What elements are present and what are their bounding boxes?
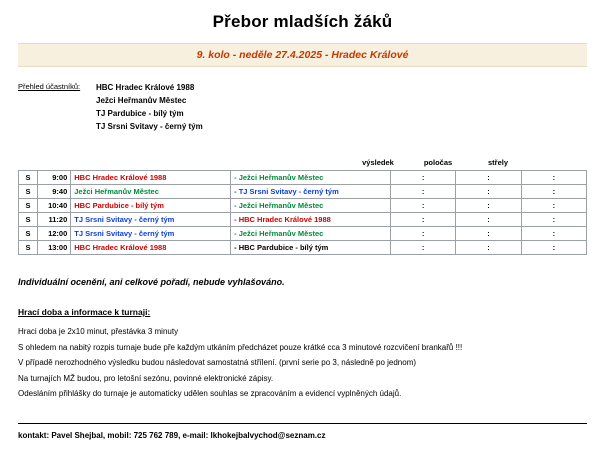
rules-line: Odesláním přihlášky do turnaje je automaticky udělen souhlas se zpracováním a evidencí vyplněných údajů. (18, 389, 402, 398)
cell-surface: S (19, 241, 38, 255)
rules-section (18, 307, 587, 402)
cell-shots: : (521, 199, 586, 213)
cell-result: : (390, 199, 455, 213)
participant-item: TJ Srsni Svitavy - černý tým (96, 122, 203, 131)
rules-title: Hrací doba a informace k turnaji: (18, 307, 151, 317)
rules-line: Na turnajích MŽ budou, pro letošní sezónu, povinné elektronické zápisy. (18, 373, 274, 383)
cell-away-team: - HBC Hradec Králové 1988 (231, 213, 391, 227)
rules-line: V případě nerozhodného výsledku budou následovat samostatná střílení. (první serie po 3, následně po jednom) (18, 358, 417, 367)
games-table (18, 170, 587, 255)
cell-away-team: - Ježci Heřmanův Městec (231, 227, 391, 241)
cell-shots: : (521, 241, 586, 255)
rules-line: Hraci doba je 2x10 minut, přestávka 3 minuty (18, 327, 179, 336)
round-banner-text: 9. kolo - neděle 27.4.2025 - Hradec Králové (196, 49, 409, 61)
participants-list (96, 81, 203, 133)
round-banner (18, 43, 587, 67)
cell-result: : (390, 241, 455, 255)
header-halftime: poločas (423, 158, 453, 167)
cell-home-team: HBC Pardubice - bílý tým (71, 199, 231, 213)
table-row (19, 227, 587, 241)
table-row (19, 171, 587, 185)
cell-halftime: : (456, 171, 521, 185)
cell-surface: S (19, 227, 38, 241)
cell-halftime: : (456, 199, 521, 213)
cell-home-team: HBC Hradec Králové 1988 (71, 241, 231, 255)
participants-section (18, 81, 587, 133)
cell-away-team: - Ježci Heřmanův Městec (231, 171, 391, 185)
cell-home-team: TJ Srsni Svitavy - černý tým (71, 213, 231, 227)
cell-shots: : (521, 171, 586, 185)
footer-divider (18, 423, 587, 424)
table-row (19, 185, 587, 199)
footer-contact: kontakt: Pavel Shejbal, mobil: 725 762 789, e-mail: lkhokejbalvychod@seznam.cz (18, 431, 326, 440)
cell-result: : (390, 227, 455, 241)
rules-line: S ohledem na nabitý rozpis turnaje bude pře každým utkáním předcházet pouze krátké cca 3 minutové rozcvičení brankařů !!! (18, 342, 463, 352)
table-row (19, 213, 587, 227)
page-title: Přebor mladších žáků (212, 12, 393, 31)
cell-home-team: Ježci Heřmanův Městec (71, 185, 231, 199)
cell-surface: S (19, 171, 38, 185)
schedule-section (18, 155, 587, 255)
cell-shots: : (521, 227, 586, 241)
cell-home-team: HBC Hradec Králové 1988 (71, 171, 231, 185)
participants-label: Přehled účastníků: (18, 82, 81, 91)
cell-away-team: - TJ Srsni Svitavy - černý tým (231, 185, 391, 199)
schedule-column-headers (18, 155, 587, 167)
cell-time: 9:00 (38, 171, 71, 185)
cell-result: : (390, 185, 455, 199)
cell-halftime: : (456, 213, 521, 227)
cell-surface: S (19, 199, 38, 213)
cell-result: : (390, 171, 455, 185)
table-row (19, 199, 587, 213)
cell-surface: S (19, 213, 38, 227)
cell-time: 9:40 (38, 185, 71, 199)
participant-item: HBC Hradec Králové 1988 (96, 83, 195, 92)
cell-halftime: : (456, 185, 521, 199)
cell-shots: : (521, 213, 586, 227)
cell-away-team: - Ježci Heřmanův Městec (231, 199, 391, 213)
cell-away-team: - HBC Pardubice - bílý tým (231, 241, 391, 255)
document-page (0, 12, 605, 450)
cell-time: 12:00 (38, 227, 71, 241)
table-row (19, 241, 587, 255)
header-shots: střely (487, 158, 508, 167)
cell-surface: S (19, 185, 38, 199)
cell-time: 11:20 (38, 213, 71, 227)
participant-item: TJ Pardubice - bílý tým (96, 109, 184, 118)
participant-item: Ježci Heřmanův Městec (96, 96, 187, 105)
header-result: výsledek (362, 158, 394, 167)
cell-home-team: TJ Srsni Svitavy - černý tým (71, 227, 231, 241)
cell-result: : (390, 213, 455, 227)
cell-halftime: : (456, 241, 521, 255)
cell-halftime: : (456, 227, 521, 241)
cell-time: 13:00 (38, 241, 71, 255)
cell-shots: : (521, 185, 586, 199)
cell-time: 10:40 (38, 199, 71, 213)
individual-award-note: Individuální ocenění, ani celkové pořadí, nebude vyhlašováno. (18, 277, 285, 287)
